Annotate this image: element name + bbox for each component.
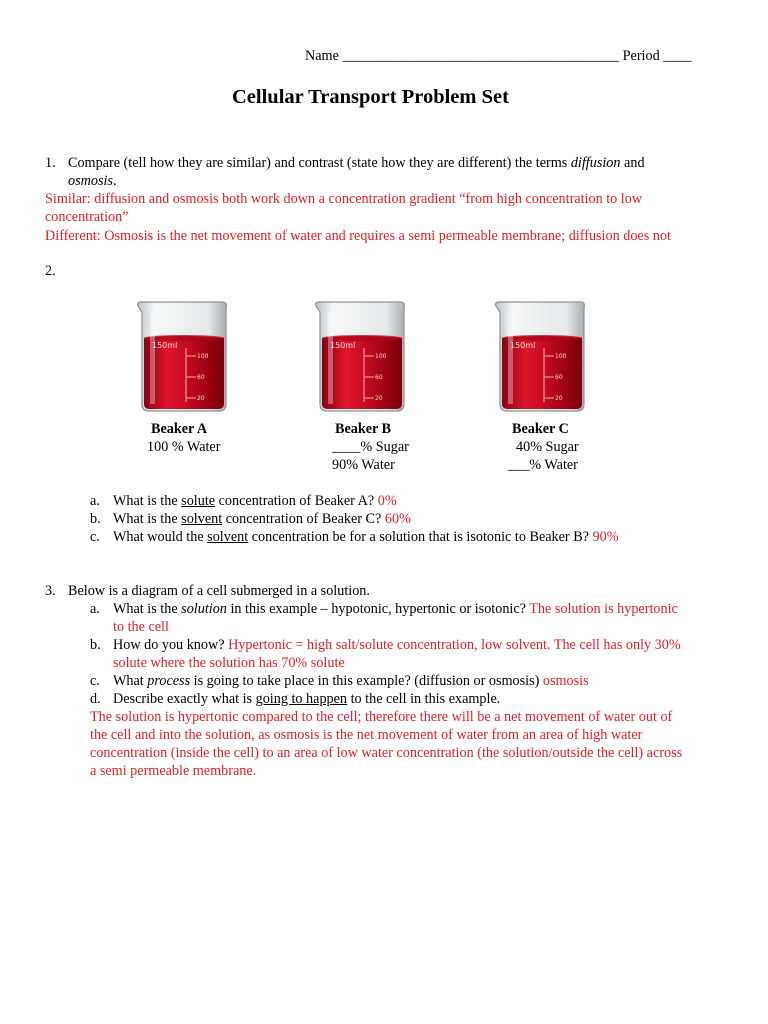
- beaker-a-line1: 100 % Water: [147, 439, 221, 455]
- q3d-answer-line3: concentration (inside the cell) to an area of low water concentration (the solution/outside the cell) across: [90, 745, 683, 761]
- q3d-answer-line2: the cell and into the solution, as osmosis is the net movement of water from an area of high water: [90, 727, 643, 743]
- svg-text:150ml: 150ml: [152, 341, 178, 350]
- q1-period: .: [112, 173, 117, 189]
- q3d-answer-line1: The solution is hypertonic compared to the cell; therefore there will be a net movement of water out of: [90, 709, 673, 725]
- q3-intro: Below is a diagram of a cell submerged in a solution.: [68, 583, 370, 599]
- q3a-answer-line1: The solution is hypertonic: [529, 601, 678, 617]
- beaker-a-image: [134, 300, 234, 414]
- beaker-c-line1: 40% Sugar: [516, 439, 579, 455]
- beaker-c-name: Beaker C: [512, 421, 569, 437]
- q3-number: 3.: [45, 583, 56, 599]
- q2a-question: What is the solute concentration of Beaker A? 0%: [113, 493, 397, 509]
- q3c-answer: osmosis: [542, 673, 589, 689]
- svg-text:150ml: 150ml: [330, 341, 356, 350]
- beaker-c-line2: ___% Water: [508, 457, 578, 473]
- q1-prompt-line2: [68, 172, 117, 190]
- beaker-b-line2: 90% Water: [332, 457, 395, 473]
- q2b-letter: b.: [90, 511, 101, 527]
- q2b-question: What is the solvent concentration of Beaker C? 60%: [113, 511, 411, 527]
- beaker-b-name: Beaker B: [335, 421, 392, 437]
- beaker-a-name: Beaker A: [151, 421, 208, 437]
- q2b-term-solvent: solvent: [181, 511, 223, 527]
- beaker-b-mark-20: 20: [375, 395, 383, 402]
- q2c-question: What would the solvent concentration be for a solution that is isotonic to Beaker B? 90%: [113, 529, 619, 545]
- q3b-question: How do you know? Hypertonic = high salt/solute concentration, low solvent. The cell has only 30%: [113, 637, 681, 653]
- q2a-answer: 0%: [377, 493, 397, 509]
- beaker-c-image: [492, 300, 592, 414]
- beaker-b-image: [312, 300, 412, 414]
- svg-text:150ml: 150ml: [510, 341, 536, 350]
- beaker-a-mark-20: 20: [197, 395, 205, 402]
- q2c-term-solvent: solvent: [207, 529, 249, 545]
- q1-similar-line1: Similar: diffusion and osmosis both work down a concentration gradient “from high concentration to low: [45, 191, 643, 207]
- period-blank[interactable]: ____: [663, 48, 692, 64]
- beaker-c-mark-60: 60: [555, 374, 563, 381]
- beaker-b-mark-60: 60: [375, 374, 383, 381]
- q3d-answer-line4: a semi permeable membrane.: [90, 763, 257, 779]
- q2-number: 2.: [45, 263, 56, 279]
- q1-similar-line2: concentration”: [45, 209, 129, 225]
- q3c-term-process: process: [147, 673, 191, 689]
- q1-and: and: [624, 155, 645, 171]
- page-title: Cellular Transport Problem Set: [232, 86, 509, 108]
- beaker-c-mark-100: 100: [555, 353, 567, 360]
- q3b-answer-line2: solute where the solution has 70% solute: [113, 655, 345, 671]
- q1-number: 1.: [45, 155, 56, 171]
- q2c-letter: c.: [90, 529, 100, 545]
- name-period-line: [305, 47, 692, 65]
- q3a-question: What is the solution in this example – hypotonic, hypertonic or isotonic? The solution is hypertonic: [113, 601, 678, 617]
- q3c-question: What process is going to take place in this example? (diffusion or osmosis) osmosis: [113, 673, 589, 689]
- beaker-a-mark-100: 100: [197, 353, 209, 360]
- name-blank[interactable]: _______________________________________: [342, 48, 620, 64]
- q3c-letter: c.: [90, 673, 100, 689]
- q2c-answer: 90%: [592, 529, 619, 545]
- q1-different: Different: Osmosis is the net movement of water and requires a semi permeable membrane; diffusion does not: [45, 228, 671, 244]
- q3d-term-going-to-happen: going to happen: [255, 691, 348, 707]
- q3b-answer-line1: Hypertonic = high salt/solute concentration, low solvent. The cell has only 30%: [228, 637, 681, 653]
- q3a-letter: a.: [90, 601, 100, 617]
- name-label: Name: [305, 48, 339, 64]
- q3a-answer-line2: to the cell: [113, 619, 169, 635]
- q1-prompt-text: Compare (tell how they are similar) and contrast (state how they are different) the terms: [68, 155, 568, 171]
- period-label: Period: [622, 48, 660, 64]
- q1-prompt-line1: [68, 154, 645, 172]
- beaker-c-mark-20: 20: [555, 395, 563, 402]
- q2a-term-solute: solute: [181, 493, 216, 509]
- q3d-letter: d.: [90, 691, 101, 707]
- q3b-letter: b.: [90, 637, 101, 653]
- q3a-term-solution: solution: [181, 601, 227, 617]
- q2a-letter: a.: [90, 493, 100, 509]
- q3d-question: Describe exactly what is going to happen to the cell in this example.: [113, 691, 501, 707]
- q2b-answer: 60%: [384, 511, 411, 527]
- beaker-b-line1: ____% Sugar: [332, 439, 409, 455]
- q1-term-osmosis: osmosis: [68, 173, 113, 189]
- beaker-a-mark-60: 60: [197, 374, 205, 381]
- q1-term-diffusion: diffusion: [570, 155, 621, 171]
- beaker-b-mark-100: 100: [375, 353, 387, 360]
